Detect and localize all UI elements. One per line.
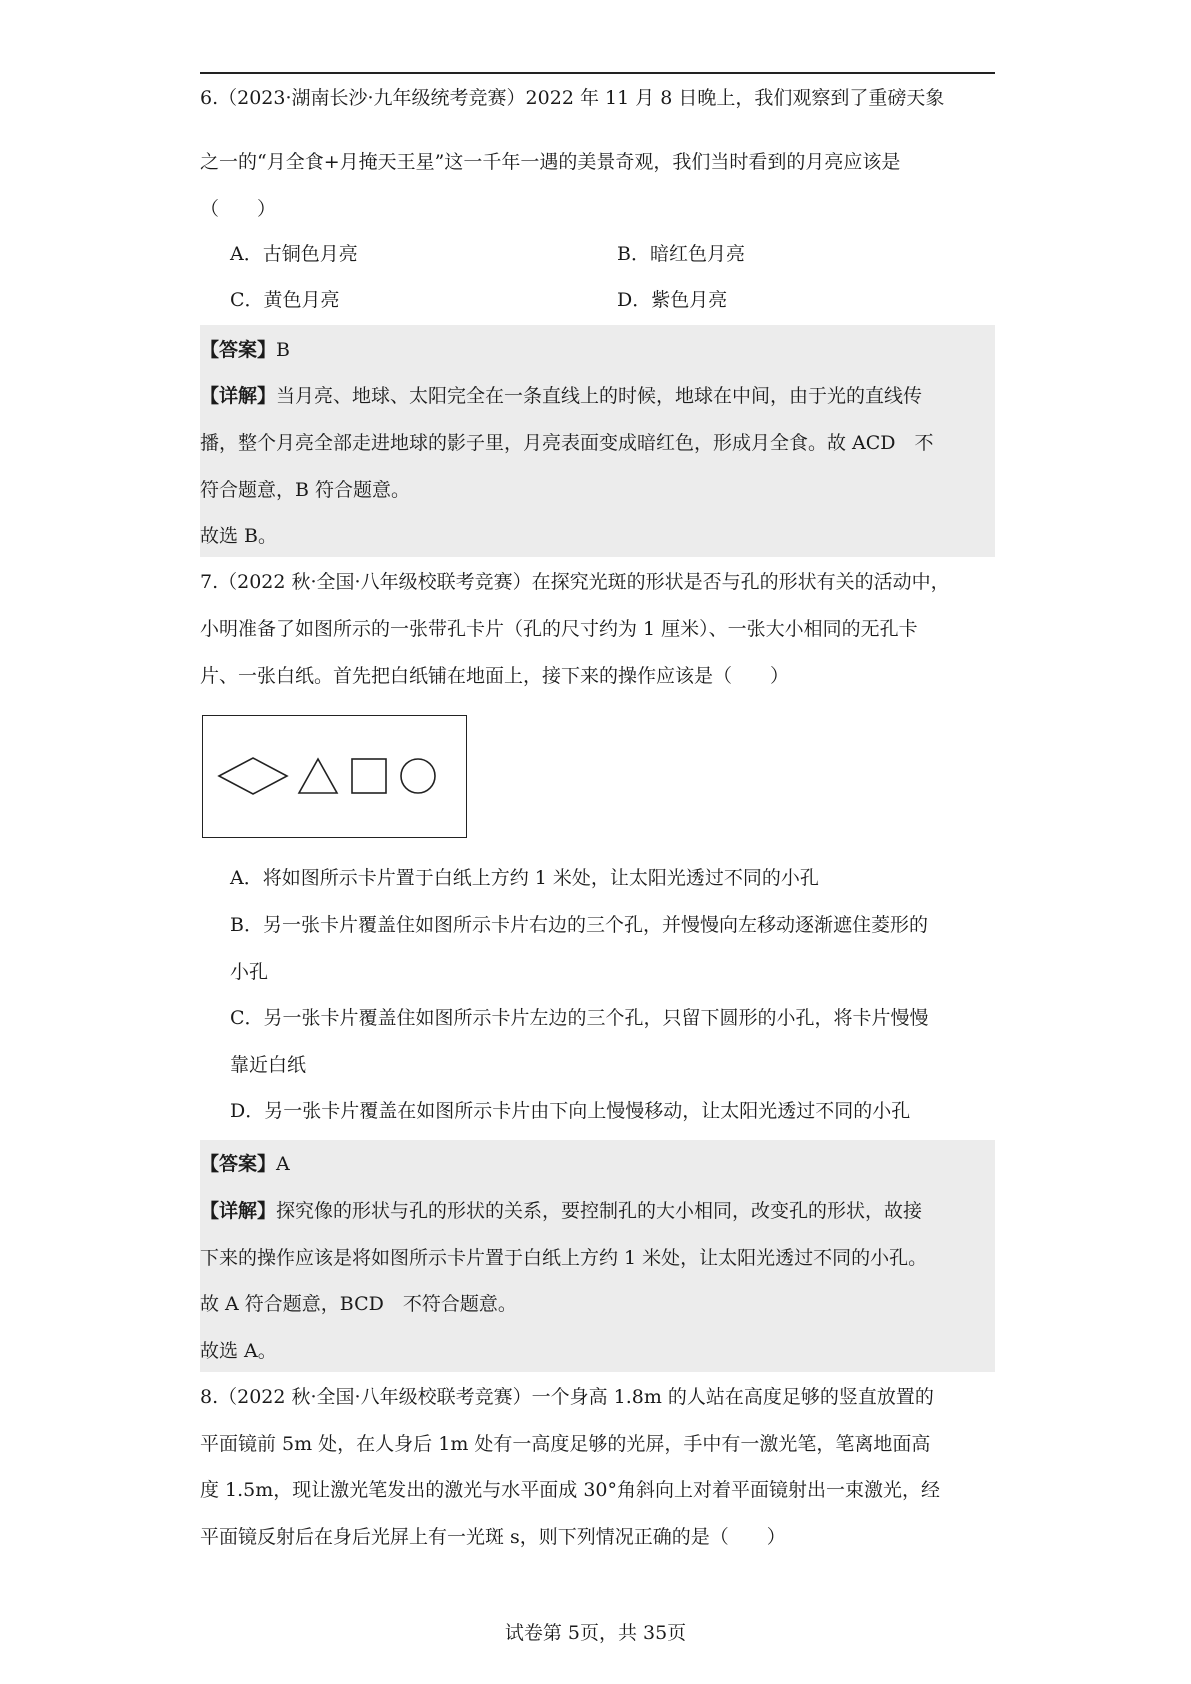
q8-stem-line2: 平面镜前 5m 处，在人身后 1m 处有一高度足够的光屏，手中有一激光笔，笔离地面高 [200,1433,931,1455]
q6-option-b: B．暗红色月亮 [617,243,745,265]
q7-stem-line2: 小明准备了如图所示的一张带孔卡片（孔的尺寸约为 1 厘米）、一张大小相同的无孔卡 [200,618,918,640]
page-footer: 试卷第 5页，共 35页 [504,1622,687,1644]
q6-detail-text1: 当月亮、地球、太阳完全在一条直线上的时候，地球在中间，由于光的直线传 [276,385,923,407]
q8-stem-line1: 8.（2022 秋·全国·八年级校联考竞赛）一个身高 1.8m 的人站在高度足够的竖直放置的 [200,1386,934,1408]
q7-option-c-line1: C．另一张卡片覆盖住如图所示卡片左边的三个孔，只留下圆形的小孔，将卡片慢慢 [230,1007,929,1029]
q6-answer-value: B [276,339,290,361]
card-holes-diagram [203,716,465,836]
q6-stem-line1: 6.（2023·湖南长沙·九年级统考竞赛）2022 年 11 月 8 日晚上，我们观察到了重磅天象 [200,87,945,109]
q7-conclusion: 故选 A。 [200,1340,277,1362]
q6-detail-label: 【详解】 [200,385,277,407]
q7-detail-line2: 下来的操作应该是将如图所示卡片置于白纸上方约 1 米处，让太阳光透过不同的小孔。 [200,1247,928,1269]
q7-stem-line1: 7.（2022 秋·全国·八年级校联考竞赛）在探究光斑的形状是否与孔的形状有关的活动中， [200,571,950,593]
q6-conclusion: 故选 B。 [200,525,278,547]
q6-detail-line1 [200,382,922,410]
q7-detail-text1: 探究像的形状与孔的形状的关系，要控制孔的大小相同，改变孔的形状，故接 [276,1200,923,1222]
q7-option-d: D．另一张卡片覆盖在如图所示卡片由下向上慢慢移动，让太阳光透过不同的小孔 [230,1100,911,1122]
q6-detail-line2: 播，整个月亮全部走进地球的影子里，月亮表面变成暗红色，形成月全食。故 ACD 不 [200,432,934,454]
q7-option-b-line1: B．另一张卡片覆盖住如图所示卡片右边的三个孔，并慢慢向左移动逐渐遮住菱形的 [230,914,928,936]
q6-option-c: C．黄色月亮 [230,289,340,311]
q6-option-d: D．紫色月亮 [617,289,728,311]
triangle-hole-icon [299,759,337,793]
q8-stem-line3: 度 1.5m，现让激光笔发出的激光与水平面成 30°角斜向上对着平面镜射出一束激光，经 [200,1479,940,1501]
q7-option-c-line2: 靠近白纸 [230,1054,307,1076]
q7-stem-line3: 片、一张白纸。首先把白纸铺在地面上，接下来的操作应该是（ ） [200,665,790,687]
q8-stem-line4: 平面镜反射后在身后光屏上有一光斑 s，则下列情况正确的是（ ） [200,1526,786,1548]
diamond-hole-icon [219,758,287,794]
q6-answer-label: 【答案】 [200,339,277,361]
q6-detail-line3: 符合题意，B 符合题意。 [200,479,411,501]
q7-detail-line1 [200,1197,922,1225]
header-rule [200,72,995,74]
circle-hole-icon [401,759,435,793]
q6-stem-line3: （ ） [200,198,277,220]
square-hole-icon [352,759,386,793]
q7-option-b-line2: 小孔 [230,961,269,983]
q7-detail-label: 【详解】 [200,1200,277,1222]
q6-stem-line2: 之一的“月全食+月掩天王星”这一千年一遇的美景奇观，我们当时看到的月亮应该是 [200,151,901,173]
card-figure [202,715,467,838]
q7-detail-line3: 故 A 符合题意，BCD 不符合题意。 [200,1293,517,1315]
q7-option-a: A．将如图所示卡片置于白纸上方约 1 米处，让太阳光透过不同的小孔 [230,867,819,889]
q6-option-a: A．古铜色月亮 [230,243,358,265]
q7-answer-value: A [276,1153,290,1175]
q6-answer [200,336,290,364]
q7-answer-label: 【答案】 [200,1153,277,1175]
q7-answer [200,1150,290,1178]
